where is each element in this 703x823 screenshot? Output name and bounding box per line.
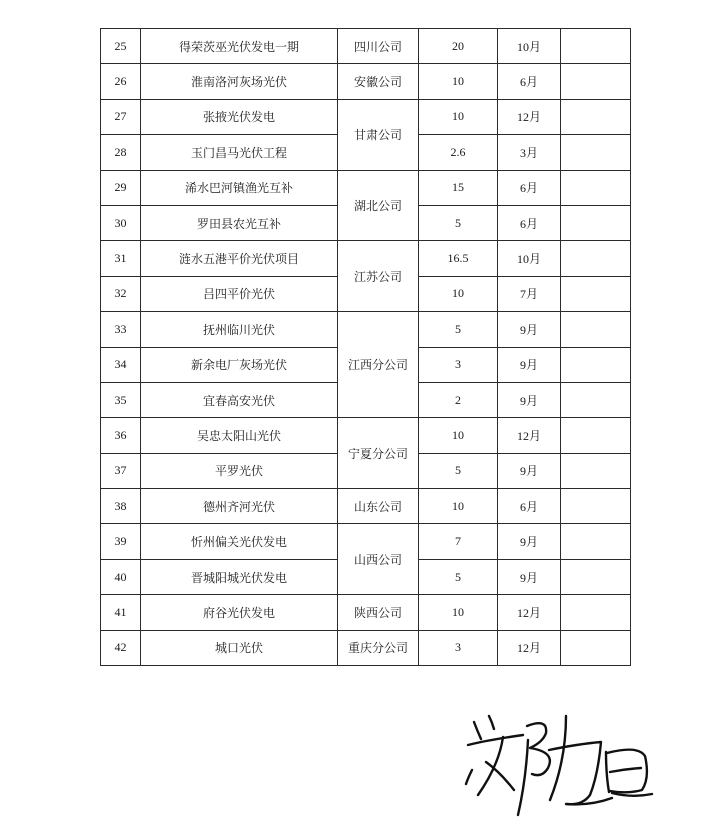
completion-month: 6月	[498, 205, 561, 240]
capacity-value: 3	[419, 630, 498, 665]
completion-month: 9月	[498, 453, 561, 488]
project-name: 张掖光伏发电	[141, 99, 338, 134]
project-name: 城口光伏	[141, 630, 338, 665]
signature-stroke	[474, 722, 481, 739]
completion-month: 9月	[498, 559, 561, 594]
project-name: 宜春高安光伏	[141, 382, 338, 417]
table-row	[101, 595, 631, 630]
row-number: 37	[101, 453, 141, 488]
remark-cell	[561, 312, 631, 347]
remark-cell	[561, 595, 631, 630]
row-number: 31	[101, 241, 141, 276]
row-number: 34	[101, 347, 141, 382]
table-row	[101, 630, 631, 665]
capacity-value: 5	[419, 312, 498, 347]
project-name: 晋城阳城光伏发电	[141, 559, 338, 594]
remark-cell	[561, 276, 631, 311]
company-name: 江西分公司	[338, 312, 419, 418]
completion-month: 12月	[498, 99, 561, 134]
signature-stroke	[518, 740, 528, 815]
project-name: 府谷光伏发电	[141, 595, 338, 630]
remark-cell	[561, 170, 631, 205]
capacity-value: 5	[419, 205, 498, 240]
table-row	[101, 99, 631, 134]
completion-month: 12月	[498, 630, 561, 665]
company-name: 陕西公司	[338, 595, 419, 630]
signature-stroke	[612, 793, 652, 796]
project-name: 德州齐河光伏	[141, 489, 338, 524]
table-row	[101, 64, 631, 99]
project-name: 浠水巴河镇渔光互补	[141, 170, 338, 205]
project-name: 得荣茨巫光伏发电一期	[141, 29, 338, 64]
capacity-value: 7	[419, 524, 498, 559]
completion-month: 12月	[498, 595, 561, 630]
completion-month: 12月	[498, 418, 561, 453]
row-number: 26	[101, 64, 141, 99]
company-name: 湖北公司	[338, 170, 419, 241]
capacity-value: 10	[419, 64, 498, 99]
remark-cell	[561, 241, 631, 276]
company-name: 重庆分公司	[338, 630, 419, 665]
capacity-value: 10	[419, 595, 498, 630]
table-row	[101, 29, 631, 64]
completion-month: 3月	[498, 135, 561, 170]
capacity-value: 10	[419, 489, 498, 524]
remark-cell	[561, 382, 631, 417]
row-number: 25	[101, 29, 141, 64]
table-row	[101, 170, 631, 205]
row-number: 38	[101, 489, 141, 524]
table-row	[101, 418, 631, 453]
remark-cell	[561, 29, 631, 64]
remark-cell	[561, 418, 631, 453]
signature-stroke	[466, 770, 472, 784]
signature-stroke	[550, 716, 566, 800]
project-name: 抚州临川光伏	[141, 312, 338, 347]
capacity-value: 2	[419, 382, 498, 417]
completion-month: 6月	[498, 170, 561, 205]
row-number: 29	[101, 170, 141, 205]
project-name: 吕四平价光伏	[141, 276, 338, 311]
remark-cell	[561, 205, 631, 240]
signature-stroke	[606, 752, 609, 792]
completion-month: 6月	[498, 489, 561, 524]
remark-cell	[561, 347, 631, 382]
completion-month: 10月	[498, 241, 561, 276]
row-number: 42	[101, 630, 141, 665]
project-name: 平罗光伏	[141, 453, 338, 488]
capacity-value: 15	[419, 170, 498, 205]
remark-cell	[561, 630, 631, 665]
table-row	[101, 489, 631, 524]
completion-month: 10月	[498, 29, 561, 64]
company-name: 山西公司	[338, 524, 419, 595]
capacity-value: 5	[419, 559, 498, 594]
capacity-value: 20	[419, 29, 498, 64]
table-row	[101, 524, 631, 559]
row-number: 39	[101, 524, 141, 559]
capacity-value: 5	[419, 453, 498, 488]
project-name: 涟水五港平价光伏项目	[141, 241, 338, 276]
signature-stroke	[468, 735, 523, 745]
remark-cell	[561, 64, 631, 99]
remark-cell	[561, 453, 631, 488]
capacity-value: 16.5	[419, 241, 498, 276]
row-number: 33	[101, 312, 141, 347]
company-name: 四川公司	[338, 29, 419, 64]
capacity-value: 10	[419, 99, 498, 134]
completion-month: 6月	[498, 64, 561, 99]
capacity-value: 3	[419, 347, 498, 382]
table-row	[101, 241, 631, 276]
capacity-value: 10	[419, 418, 498, 453]
capacity-value: 10	[419, 276, 498, 311]
completion-month: 7月	[498, 276, 561, 311]
remark-cell	[561, 135, 631, 170]
row-number: 27	[101, 99, 141, 134]
project-name: 玉门昌马光伏工程	[141, 135, 338, 170]
remark-cell	[561, 99, 631, 134]
project-name: 吴忠太阳山光伏	[141, 418, 338, 453]
remark-cell	[561, 559, 631, 594]
row-number: 35	[101, 382, 141, 417]
row-number: 40	[101, 559, 141, 594]
row-number: 41	[101, 595, 141, 630]
capacity-value: 2.6	[419, 135, 498, 170]
company-name: 甘肃公司	[338, 99, 419, 170]
row-number: 36	[101, 418, 141, 453]
company-name: 安徽公司	[338, 64, 419, 99]
completion-month: 9月	[498, 382, 561, 417]
remark-cell	[561, 524, 631, 559]
project-name: 罗田县农光互补	[141, 205, 338, 240]
signature-stroke	[489, 716, 494, 729]
signature-stroke	[610, 768, 641, 772]
project-name: 新余电厂灰场光伏	[141, 347, 338, 382]
completion-month: 9月	[498, 312, 561, 347]
row-number: 32	[101, 276, 141, 311]
remark-cell	[561, 489, 631, 524]
handwritten-signature	[460, 700, 660, 820]
project-name: 淮南洛河灰场光伏	[141, 64, 338, 99]
company-name: 宁夏分公司	[338, 418, 419, 489]
completion-month: 9月	[498, 347, 561, 382]
project-name: 忻州偏关光伏发电	[141, 524, 338, 559]
row-number: 28	[101, 135, 141, 170]
project-table	[100, 28, 631, 666]
signature-stroke	[527, 723, 550, 775]
company-name: 江苏公司	[338, 241, 419, 312]
company-name: 山东公司	[338, 489, 419, 524]
completion-month: 9月	[498, 524, 561, 559]
row-number: 30	[101, 205, 141, 240]
table-row	[101, 312, 631, 347]
